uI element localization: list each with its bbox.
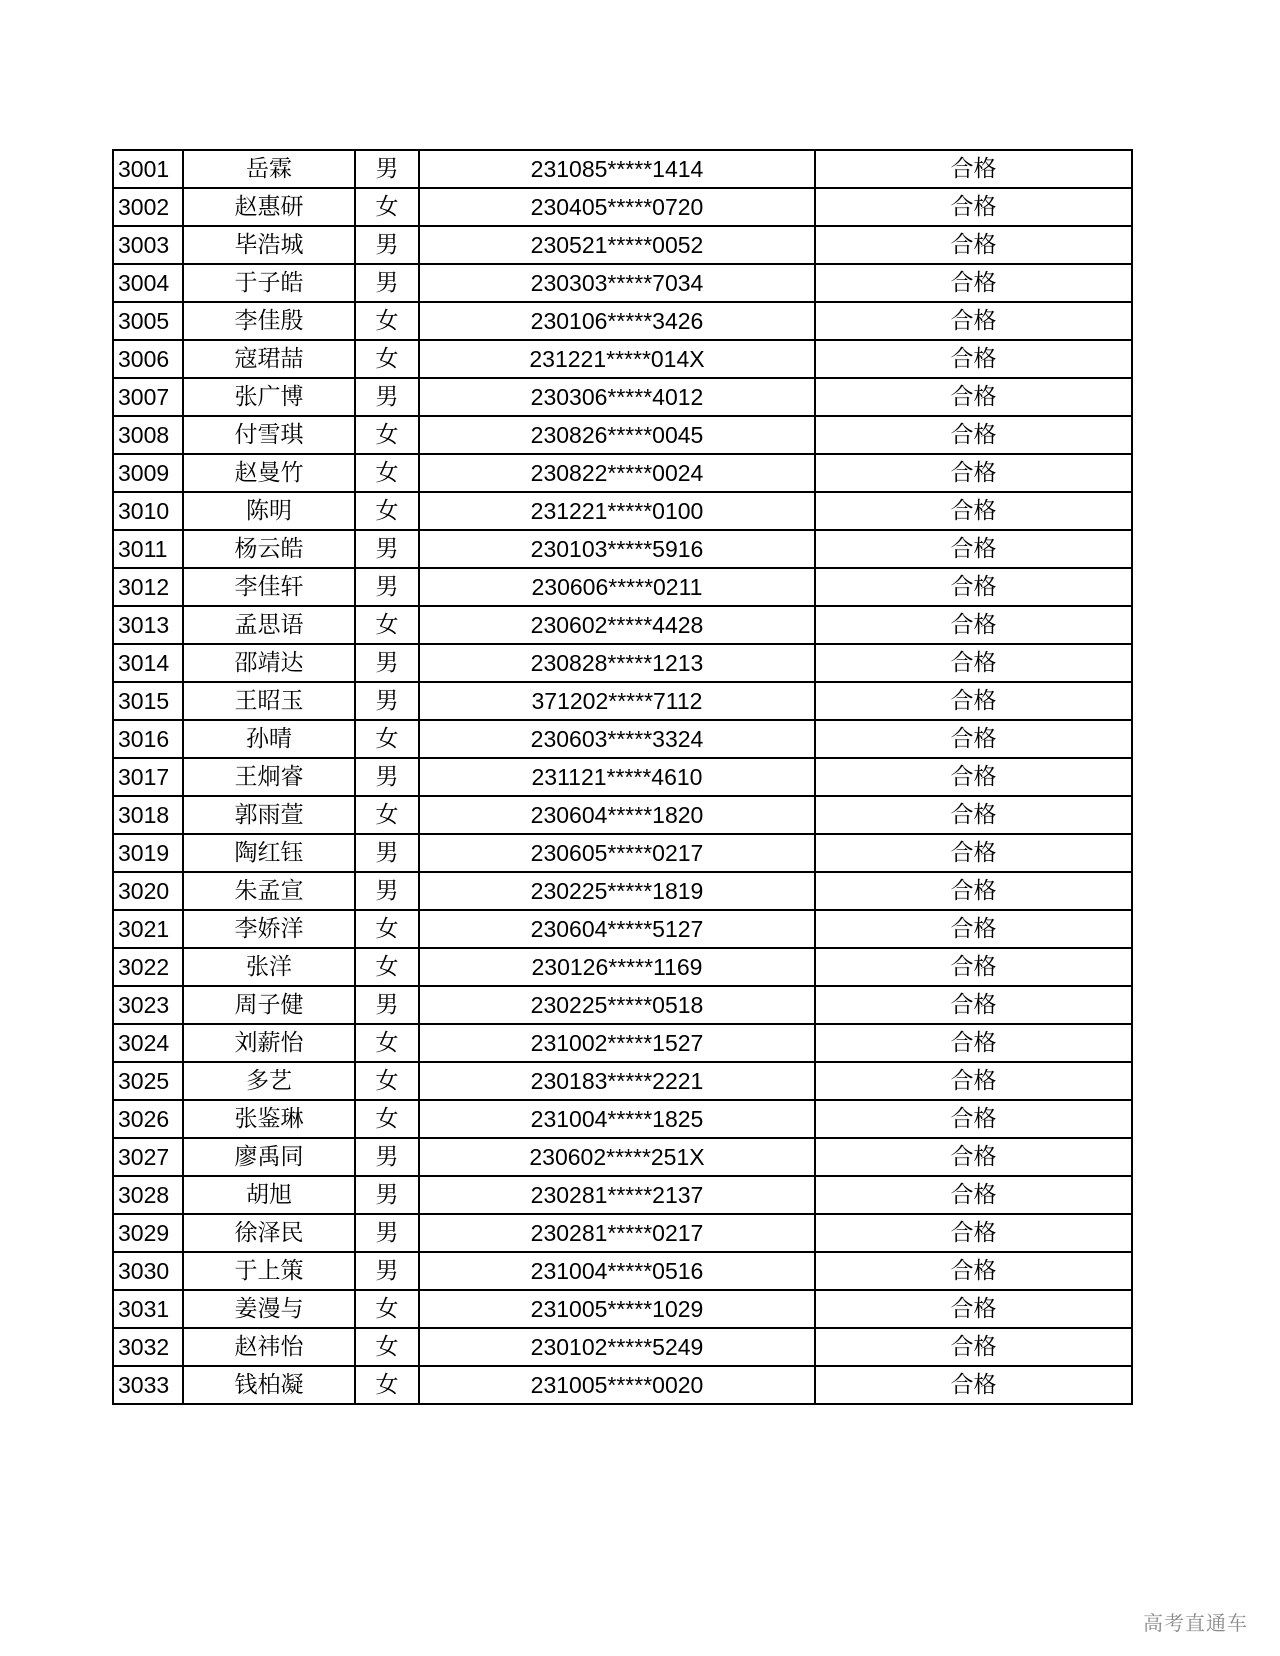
table-row — [113, 302, 1132, 340]
table-row — [113, 644, 1132, 682]
cell-id-number: 230603*****3324 — [419, 720, 815, 758]
cell-id-number: 371202*****7112 — [419, 682, 815, 720]
cell-name: 杨云皓 — [183, 530, 355, 568]
table-row — [113, 948, 1132, 986]
table-row — [113, 340, 1132, 378]
table-row — [113, 910, 1132, 948]
cell-number: 3012 — [113, 568, 183, 606]
cell-number: 3020 — [113, 872, 183, 910]
cell-gender: 男 — [355, 682, 419, 720]
cell-name: 岳霖 — [183, 150, 355, 188]
cell-result: 合格 — [815, 910, 1132, 948]
cell-number: 3018 — [113, 796, 183, 834]
cell-name: 付雪琪 — [183, 416, 355, 454]
cell-number: 3023 — [113, 986, 183, 1024]
table-row — [113, 1024, 1132, 1062]
table-row — [113, 758, 1132, 796]
cell-number: 3032 — [113, 1328, 183, 1366]
cell-number: 3008 — [113, 416, 183, 454]
cell-id-number: 230281*****0217 — [419, 1214, 815, 1252]
cell-name: 孙晴 — [183, 720, 355, 758]
cell-number: 3015 — [113, 682, 183, 720]
cell-gender: 男 — [355, 644, 419, 682]
cell-id-number: 230106*****3426 — [419, 302, 815, 340]
cell-number: 3028 — [113, 1176, 183, 1214]
cell-name: 刘薪怡 — [183, 1024, 355, 1062]
cell-number: 3019 — [113, 834, 183, 872]
cell-number: 3007 — [113, 378, 183, 416]
table-row — [113, 1100, 1132, 1138]
cell-number: 3002 — [113, 188, 183, 226]
cell-result: 合格 — [815, 758, 1132, 796]
cell-gender: 男 — [355, 986, 419, 1024]
cell-gender: 女 — [355, 454, 419, 492]
cell-result: 合格 — [815, 948, 1132, 986]
cell-number: 3013 — [113, 606, 183, 644]
cell-id-number: 230604*****5127 — [419, 910, 815, 948]
cell-gender: 女 — [355, 416, 419, 454]
cell-id-number: 231004*****0516 — [419, 1252, 815, 1290]
cell-result: 合格 — [815, 1138, 1132, 1176]
cell-name: 于上策 — [183, 1252, 355, 1290]
cell-number: 3017 — [113, 758, 183, 796]
cell-id-number: 230303*****7034 — [419, 264, 815, 302]
cell-result: 合格 — [815, 188, 1132, 226]
cell-gender: 女 — [355, 796, 419, 834]
cell-number: 3014 — [113, 644, 183, 682]
cell-id-number: 231221*****014X — [419, 340, 815, 378]
cell-name: 王炯睿 — [183, 758, 355, 796]
cell-gender: 男 — [355, 378, 419, 416]
cell-name: 赵祎怡 — [183, 1328, 355, 1366]
cell-name: 张鉴琳 — [183, 1100, 355, 1138]
cell-result: 合格 — [815, 454, 1132, 492]
cell-result: 合格 — [815, 986, 1132, 1024]
cell-name: 陈明 — [183, 492, 355, 530]
table-row — [113, 1290, 1132, 1328]
cell-gender: 男 — [355, 758, 419, 796]
table-row — [113, 1328, 1132, 1366]
cell-result: 合格 — [815, 264, 1132, 302]
cell-result: 合格 — [815, 568, 1132, 606]
cell-number: 3024 — [113, 1024, 183, 1062]
results-table-body — [113, 150, 1132, 1404]
cell-gender: 女 — [355, 1062, 419, 1100]
cell-gender: 男 — [355, 264, 419, 302]
table-row — [113, 1252, 1132, 1290]
cell-number: 3021 — [113, 910, 183, 948]
cell-name: 多艺 — [183, 1062, 355, 1100]
cell-id-number: 231005*****1029 — [419, 1290, 815, 1328]
cell-result: 合格 — [815, 378, 1132, 416]
cell-gender: 女 — [355, 188, 419, 226]
cell-id-number: 230405*****0720 — [419, 188, 815, 226]
cell-name: 赵曼竹 — [183, 454, 355, 492]
cell-name: 徐泽民 — [183, 1214, 355, 1252]
cell-result: 合格 — [815, 1252, 1132, 1290]
cell-name: 寇珺喆 — [183, 340, 355, 378]
cell-number: 3011 — [113, 530, 183, 568]
cell-id-number: 231004*****1825 — [419, 1100, 815, 1138]
table-row — [113, 986, 1132, 1024]
cell-id-number: 230822*****0024 — [419, 454, 815, 492]
cell-gender: 男 — [355, 1252, 419, 1290]
cell-gender: 男 — [355, 530, 419, 568]
cell-id-number: 230826*****0045 — [419, 416, 815, 454]
cell-name: 于子皓 — [183, 264, 355, 302]
cell-id-number: 230602*****4428 — [419, 606, 815, 644]
cell-name: 李娇洋 — [183, 910, 355, 948]
table-row — [113, 150, 1132, 188]
cell-gender: 女 — [355, 910, 419, 948]
cell-number: 3004 — [113, 264, 183, 302]
cell-number: 3022 — [113, 948, 183, 986]
table-row — [113, 606, 1132, 644]
cell-id-number: 230126*****1169 — [419, 948, 815, 986]
cell-gender: 男 — [355, 1214, 419, 1252]
cell-name: 周子健 — [183, 986, 355, 1024]
cell-result: 合格 — [815, 1290, 1132, 1328]
cell-gender: 女 — [355, 1100, 419, 1138]
cell-id-number: 230225*****1819 — [419, 872, 815, 910]
table-row — [113, 378, 1132, 416]
table-row — [113, 416, 1132, 454]
table-row — [113, 226, 1132, 264]
cell-result: 合格 — [815, 530, 1132, 568]
cell-number: 3009 — [113, 454, 183, 492]
watermark-text: 高考直通车 — [1143, 1611, 1248, 1635]
cell-result: 合格 — [815, 416, 1132, 454]
cell-result: 合格 — [815, 1062, 1132, 1100]
cell-gender: 男 — [355, 1138, 419, 1176]
cell-id-number: 231221*****0100 — [419, 492, 815, 530]
cell-name: 王昭玉 — [183, 682, 355, 720]
cell-id-number: 231005*****0020 — [419, 1366, 815, 1404]
cell-gender: 女 — [355, 492, 419, 530]
cell-result: 合格 — [815, 302, 1132, 340]
table-row — [113, 834, 1132, 872]
table-row — [113, 530, 1132, 568]
cell-name: 廖禹同 — [183, 1138, 355, 1176]
table-row — [113, 492, 1132, 530]
cell-result: 合格 — [815, 720, 1132, 758]
cell-id-number: 230103*****5916 — [419, 530, 815, 568]
table-row — [113, 872, 1132, 910]
cell-number: 3001 — [113, 150, 183, 188]
cell-number: 3003 — [113, 226, 183, 264]
cell-number: 3016 — [113, 720, 183, 758]
table-row — [113, 1214, 1132, 1252]
cell-number: 3006 — [113, 340, 183, 378]
cell-name: 陶红钰 — [183, 834, 355, 872]
cell-result: 合格 — [815, 682, 1132, 720]
table-row — [113, 1138, 1132, 1176]
table-row — [113, 568, 1132, 606]
cell-number: 3005 — [113, 302, 183, 340]
cell-id-number: 230604*****1820 — [419, 796, 815, 834]
cell-gender: 女 — [355, 606, 419, 644]
cell-id-number: 230225*****0518 — [419, 986, 815, 1024]
cell-id-number: 230183*****2221 — [419, 1062, 815, 1100]
cell-result: 合格 — [815, 1024, 1132, 1062]
table-row — [113, 796, 1132, 834]
cell-result: 合格 — [815, 1328, 1132, 1366]
cell-result: 合格 — [815, 150, 1132, 188]
cell-id-number: 230606*****0211 — [419, 568, 815, 606]
cell-result: 合格 — [815, 834, 1132, 872]
cell-gender: 男 — [355, 568, 419, 606]
table-row — [113, 1176, 1132, 1214]
cell-result: 合格 — [815, 796, 1132, 834]
cell-gender: 女 — [355, 1328, 419, 1366]
cell-result: 合格 — [815, 872, 1132, 910]
cell-number: 3029 — [113, 1214, 183, 1252]
cell-name: 邵靖达 — [183, 644, 355, 682]
cell-gender: 女 — [355, 302, 419, 340]
cell-id-number: 230602*****251X — [419, 1138, 815, 1176]
cell-id-number: 230605*****0217 — [419, 834, 815, 872]
cell-gender: 男 — [355, 834, 419, 872]
cell-name: 钱柏凝 — [183, 1366, 355, 1404]
cell-gender: 男 — [355, 226, 419, 264]
cell-result: 合格 — [815, 1214, 1132, 1252]
cell-number: 3031 — [113, 1290, 183, 1328]
cell-name: 朱孟宣 — [183, 872, 355, 910]
cell-result: 合格 — [815, 1176, 1132, 1214]
cell-number: 3010 — [113, 492, 183, 530]
cell-name: 姜漫与 — [183, 1290, 355, 1328]
cell-name: 李佳轩 — [183, 568, 355, 606]
cell-id-number: 230828*****1213 — [419, 644, 815, 682]
cell-number: 3030 — [113, 1252, 183, 1290]
table-row — [113, 682, 1132, 720]
cell-gender: 女 — [355, 340, 419, 378]
cell-gender: 女 — [355, 948, 419, 986]
results-table — [112, 149, 1133, 1405]
cell-name: 郭雨萱 — [183, 796, 355, 834]
table-row — [113, 1366, 1132, 1404]
cell-result: 合格 — [815, 644, 1132, 682]
cell-gender: 男 — [355, 1176, 419, 1214]
cell-gender: 女 — [355, 1290, 419, 1328]
cell-id-number: 231002*****1527 — [419, 1024, 815, 1062]
cell-gender: 女 — [355, 720, 419, 758]
cell-id-number: 230281*****2137 — [419, 1176, 815, 1214]
cell-gender: 女 — [355, 1366, 419, 1404]
cell-result: 合格 — [815, 606, 1132, 644]
table-row — [113, 1062, 1132, 1100]
cell-gender: 男 — [355, 150, 419, 188]
cell-number: 3026 — [113, 1100, 183, 1138]
cell-name: 张广博 — [183, 378, 355, 416]
cell-gender: 男 — [355, 872, 419, 910]
cell-name: 毕浩城 — [183, 226, 355, 264]
cell-id-number: 230306*****4012 — [419, 378, 815, 416]
table-row — [113, 454, 1132, 492]
table-row — [113, 188, 1132, 226]
cell-result: 合格 — [815, 1100, 1132, 1138]
cell-number: 3027 — [113, 1138, 183, 1176]
cell-id-number: 230102*****5249 — [419, 1328, 815, 1366]
cell-result: 合格 — [815, 340, 1132, 378]
cell-id-number: 231085*****1414 — [419, 150, 815, 188]
cell-name: 赵惠研 — [183, 188, 355, 226]
table-row — [113, 720, 1132, 758]
cell-id-number: 230521*****0052 — [419, 226, 815, 264]
cell-name: 孟思语 — [183, 606, 355, 644]
cell-id-number: 231121*****4610 — [419, 758, 815, 796]
cell-name: 张洋 — [183, 948, 355, 986]
cell-name: 李佳殷 — [183, 302, 355, 340]
cell-name: 胡旭 — [183, 1176, 355, 1214]
cell-result: 合格 — [815, 492, 1132, 530]
cell-number: 3033 — [113, 1366, 183, 1404]
cell-result: 合格 — [815, 1366, 1132, 1404]
cell-result: 合格 — [815, 226, 1132, 264]
cell-gender: 女 — [355, 1024, 419, 1062]
table-row — [113, 264, 1132, 302]
cell-number: 3025 — [113, 1062, 183, 1100]
